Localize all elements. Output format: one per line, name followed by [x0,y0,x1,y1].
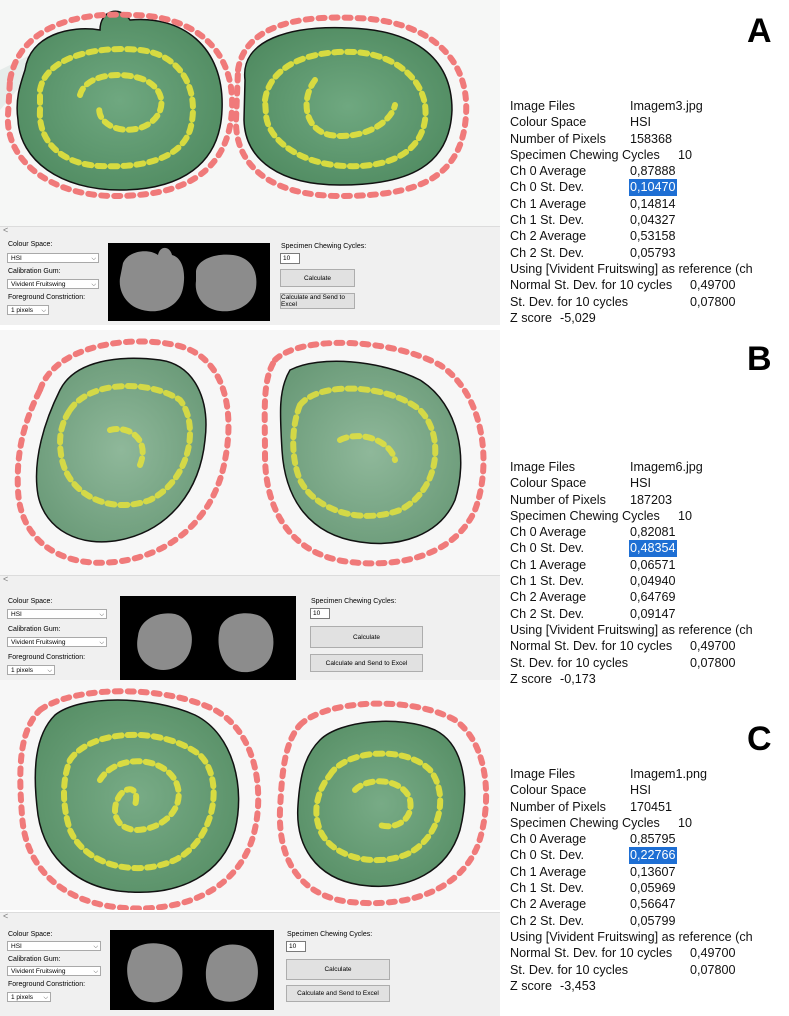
foreground-constriction-value: 1 pixels [11,667,34,674]
panel-b [0,330,789,686]
result-key: Number of Pixels [510,131,606,146]
result-value: 0,07800 [690,294,736,309]
foreground-constriction-value: 1 pixels [11,307,34,314]
horizontal-scrollbar[interactable] [0,575,500,586]
result-key: Ch 1 St. Dev. [510,213,584,228]
scroll-left-icon[interactable]: < [3,574,9,584]
result-value: 0,64769 [630,590,676,605]
result-key: Ch 2 St. Dev. [510,913,584,928]
result-value: HSI [630,115,651,130]
result-value: 0,56647 [630,897,676,912]
result-key: Ch 2 Average [510,229,587,244]
result-key: Colour Space [510,115,587,130]
result-key: Using [Vivident Fruitswing] as reference (ch [510,261,753,276]
result-value: 0,13607 [630,864,676,879]
scroll-left-icon[interactable]: < [3,225,9,235]
colour-space-select[interactable] [7,941,101,951]
calibration-gum-value: Vivident Fruitswing [11,281,66,288]
result-key: Normal St. Dev. for 10 cycles [510,639,673,654]
mask-preview [120,596,296,680]
result-value: 0,53158 [630,229,676,244]
chevron-down-icon: ⌵ [93,944,98,950]
chevron-down-icon: ⌵ [99,640,104,646]
result-key: Specimen Chewing Cycles [510,508,660,523]
result-value: 170451 [630,799,673,814]
result-key: Specimen Chewing Cycles [510,815,660,830]
result-value: 0,49700 [690,278,736,293]
chevron-down-icon: ⌵ [91,256,96,262]
chevron-down-icon: ⌵ [41,308,46,314]
result-key: Ch 1 Average [510,864,587,879]
result-value: 0,05793 [630,245,676,260]
panel-letter: A [747,12,772,50]
calculate-send-excel-button[interactable]: Calculate and Send to Excel [310,654,423,672]
result-key: Ch 1 St. Dev. [510,574,584,589]
scroll-left-icon[interactable]: < [3,911,9,921]
panel-letter: C [747,720,772,758]
calculate-button[interactable]: Calculate [280,269,355,287]
specimen-image-svg [0,330,500,575]
chevron-down-icon: ⌵ [47,668,52,674]
result-value: -3,453 [560,978,596,993]
result-value: -0,173 [560,671,596,686]
result-key: Number of Pixels [510,799,606,814]
mask-preview [110,930,274,1010]
result-value: 0,07800 [690,962,736,977]
control-panel [0,586,500,680]
result-key: Ch 2 St. Dev. [510,245,584,260]
result-key: Normal St. Dev. for 10 cycles [510,946,673,961]
result-key: Image Files [510,767,576,781]
result-key: Ch 0 St. Dev. [510,541,584,556]
specimen-image [0,330,500,575]
calibration-gum-value: Vivident Fruitswing [11,968,66,975]
result-key: Ch 0 Average [510,832,587,847]
result-key: Ch 2 Average [510,897,587,912]
result-key: St. Dev. for 10 cycles [510,294,629,309]
calibration-gum-label: Calibration Gum: [8,956,61,963]
result-value: 0,05799 [630,913,676,928]
result-key: St. Dev. for 10 cycles [510,962,629,977]
result-key: Using [Vivident Fruitswing] as reference (ch [510,622,753,637]
foreground-constriction-select[interactable] [7,665,55,675]
mask-preview-svg [110,930,274,1010]
result-value: HSI [630,783,651,798]
result-key: St. Dev. for 10 cycles [510,655,629,670]
colour-space-label: Colour Space: [8,241,53,248]
chevron-down-icon: ⌵ [91,282,96,288]
colour-space-label: Colour Space: [8,598,53,605]
result-key: Ch 2 St. Dev. [510,606,584,621]
calculate-send-excel-button[interactable]: Calculate and Send to Excel [280,293,355,309]
calculate-send-excel-button[interactable]: Calculate and Send to Excel [286,985,390,1002]
result-value: 0,49700 [690,639,736,654]
result-value: HSI [630,476,651,491]
chewing-cycles-input[interactable]: 10 [280,253,300,264]
result-value-highlighted[interactable]: 0,48354 [630,541,676,556]
mask-preview-svg [120,596,296,680]
panel-a [0,0,789,330]
result-key: Ch 0 Average [510,164,587,179]
calculate-button[interactable]: Calculate [310,626,423,648]
result-value: 10 [678,147,693,162]
result-value: 0,82081 [630,525,676,540]
result-value: 158368 [630,131,673,146]
chewing-cycles-input[interactable]: 10 [286,941,306,952]
result-key: Image Files [510,460,576,474]
chewing-cycles-label: Specimen Chewing Cycles: [311,598,397,605]
foreground-constriction-label: Foreground Constriction: [8,654,86,661]
foreground-constriction-label: Foreground Constriction: [8,981,86,988]
calculate-button[interactable]: Calculate [286,959,390,980]
result-key: Image Files [510,99,576,113]
result-value: 0,85795 [630,832,676,847]
chewing-cycles-label: Specimen Chewing Cycles: [281,243,367,250]
result-value: Imagem1.png [630,767,708,781]
result-value: 10 [678,508,693,523]
chewing-cycles-label: Specimen Chewing Cycles: [287,931,373,938]
result-key: Z score [510,978,552,993]
control-panel [0,923,500,1016]
horizontal-scrollbar[interactable] [0,912,500,923]
horizontal-scrollbar[interactable] [0,226,500,237]
foreground-constriction-select[interactable] [7,992,51,1002]
result-value: 0,04327 [630,213,676,228]
colour-space-label: Colour Space: [8,931,53,938]
control-panel [0,237,500,325]
result-key: Colour Space [510,476,587,491]
result-key: Ch 0 St. Dev. [510,180,584,195]
specimen-image [0,680,500,910]
specimen-image-svg [0,0,500,226]
mask-preview-svg [108,243,270,321]
result-value: 0,06571 [630,557,676,572]
calibration-gum-select[interactable] [7,966,101,976]
result-value-highlighted[interactable]: 0,22766 [630,848,676,863]
calibration-gum-select[interactable] [7,279,99,289]
result-value: 0,09147 [630,606,676,621]
colour-space-value: HSI [11,943,22,950]
specimen-image-svg [0,680,500,910]
calibration-gum-value: Vivident Fruitswing [11,639,66,646]
chevron-down-icon: ⌵ [93,969,98,975]
result-key: Normal St. Dev. for 10 cycles [510,278,673,293]
result-key: Ch 2 Average [510,590,587,605]
chewing-cycles-input[interactable]: 10 [310,608,330,619]
result-value: Imagem6.jpg [630,460,703,474]
result-value: -5,029 [560,310,596,325]
colour-space-value: HSI [11,255,22,262]
foreground-constriction-label: Foreground Constriction: [8,294,86,301]
result-key: Z score [510,671,552,686]
result-key: Z score [510,310,552,325]
result-key: Ch 1 St. Dev. [510,881,584,896]
colour-space-select[interactable] [7,609,107,619]
calibration-gum-label: Calibration Gum: [8,626,61,633]
calibration-gum-select[interactable] [7,637,107,647]
result-value-highlighted[interactable]: 0,10470 [630,180,676,195]
result-key: Ch 1 Average [510,196,587,211]
result-key: Ch 0 Average [510,525,587,540]
chevron-down-icon: ⌵ [99,612,104,618]
foreground-constriction-value: 1 pixels [11,994,34,1001]
result-value: 0,05969 [630,881,676,896]
foreground-constriction-select[interactable] [7,305,49,315]
colour-space-value: HSI [11,611,22,618]
result-value: 0,04940 [630,574,676,589]
result-value: 0,14814 [630,196,676,211]
calibration-gum-label: Calibration Gum: [8,268,61,275]
result-key: Specimen Chewing Cycles [510,147,660,162]
colour-space-select[interactable] [7,253,99,263]
result-key: Ch 0 St. Dev. [510,848,584,863]
result-value: 0,87888 [630,164,676,179]
specimen-image [0,0,500,226]
result-key: Ch 1 Average [510,557,587,572]
result-value: 187203 [630,492,673,507]
result-value: 0,49700 [690,946,736,961]
result-value: Imagem3.jpg [630,99,703,113]
panel-letter: B [747,340,772,378]
result-key: Number of Pixels [510,492,606,507]
mask-preview [108,243,270,321]
result-value: 10 [678,815,693,830]
result-key: Colour Space [510,783,587,798]
result-value: 0,07800 [690,655,736,670]
chevron-down-icon: ⌵ [43,995,48,1001]
result-key: Using [Vivident Fruitswing] as reference (ch [510,929,753,944]
panel-c [0,680,789,1016]
